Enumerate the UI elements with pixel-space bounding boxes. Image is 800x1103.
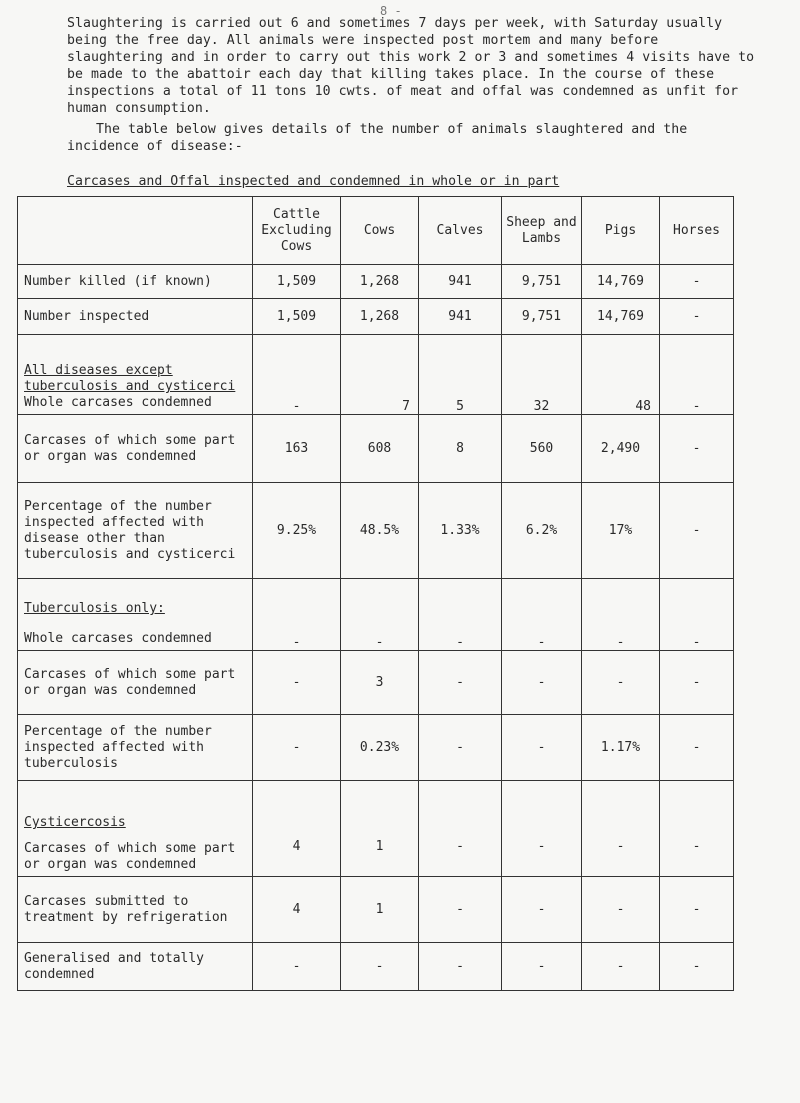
cell: 1,268 xyxy=(341,265,419,299)
cell: - xyxy=(419,715,502,781)
row-label: Percentage of the number inspected affected with tuberculosis xyxy=(18,715,253,781)
cell: 560 xyxy=(502,415,582,483)
cell: - xyxy=(660,579,734,651)
cell: 17% xyxy=(582,483,660,579)
cell: 1,268 xyxy=(341,299,419,335)
cell: 7 xyxy=(341,335,419,415)
cell: - xyxy=(253,715,341,781)
row-label: Carcases of which some part or organ was condemned xyxy=(18,651,253,715)
section-heading-cysticercosis: Cysticercosis xyxy=(24,815,126,830)
cell: 1,509 xyxy=(253,265,341,299)
col-header-cattle: Cattle Excluding Cows xyxy=(253,197,341,265)
cell: - xyxy=(419,877,502,943)
cell: 1.33% xyxy=(419,483,502,579)
cell: 9.25% xyxy=(253,483,341,579)
cell: - xyxy=(582,579,660,651)
row-label: Carcases of which some part or organ was condemned xyxy=(24,841,236,872)
cell: - xyxy=(502,781,582,877)
cell: - xyxy=(660,943,734,991)
table-row xyxy=(18,415,734,483)
cell: 941 xyxy=(419,265,502,299)
cell: - xyxy=(253,943,341,991)
col-header-horses: Horses xyxy=(660,197,734,265)
row-label: Whole carcases condemned xyxy=(24,631,212,646)
row-label: Number inspected xyxy=(18,299,253,335)
table-row xyxy=(18,781,734,877)
col-header-calves: Calves xyxy=(419,197,502,265)
table-row xyxy=(18,943,734,991)
cell: 9,751 xyxy=(502,265,582,299)
table-row xyxy=(18,335,734,415)
section-heading-all-diseases: All diseases except tuberculosis and cysticerci xyxy=(24,363,236,394)
cell: - xyxy=(253,579,341,651)
cell: 3 xyxy=(341,651,419,715)
cell: 1,509 xyxy=(253,299,341,335)
cell: 1.17% xyxy=(582,715,660,781)
cell: 1 xyxy=(341,781,419,877)
cell: - xyxy=(419,781,502,877)
cell: - xyxy=(502,943,582,991)
table-row xyxy=(18,715,734,781)
cell: 5 xyxy=(419,335,502,415)
cell: - xyxy=(660,299,734,335)
cell: 4 xyxy=(253,781,341,877)
table-row xyxy=(18,265,734,299)
cell: - xyxy=(341,943,419,991)
cell: 0.23% xyxy=(341,715,419,781)
cell: - xyxy=(660,335,734,415)
cell: 2,490 xyxy=(582,415,660,483)
cell: 14,769 xyxy=(582,265,660,299)
cell: 608 xyxy=(341,415,419,483)
cell: 163 xyxy=(253,415,341,483)
table-row xyxy=(18,299,734,335)
row-label-with-section xyxy=(18,781,253,877)
cell: 14,769 xyxy=(582,299,660,335)
cell: - xyxy=(660,651,734,715)
row-label-with-section xyxy=(18,335,253,415)
cell: - xyxy=(253,335,341,415)
cell: - xyxy=(419,579,502,651)
page-number: 8 - xyxy=(380,4,402,18)
table-heading: Carcases and Offal inspected and condemned in whole or in part xyxy=(67,174,560,189)
cell: 1 xyxy=(341,877,419,943)
row-label: Carcases submitted to treatment by refrigeration xyxy=(18,877,253,943)
cell: - xyxy=(660,781,734,877)
cell: - xyxy=(582,943,660,991)
cell: - xyxy=(502,579,582,651)
cell: - xyxy=(660,715,734,781)
col-header-cows: Cows xyxy=(341,197,419,265)
intro-paragraph: Slaughtering is carried out 6 and sometimes 7 days per week, with Saturday usually being the free day. All animals were inspected post mortem and many before slaughtering and in order to carry out this work 2 or 3 and sometimes 4 visits have to be made to the abattoir each day that killing takes place. In the course of these inspections a total of 11 tons 10 cwts. of meat and offal was condemned as unfit for human consumption. xyxy=(67,16,755,116)
cell: - xyxy=(502,651,582,715)
cell: - xyxy=(341,579,419,651)
cell: - xyxy=(660,265,734,299)
cell: 6.2% xyxy=(502,483,582,579)
cell: - xyxy=(419,651,502,715)
cell: 48 xyxy=(582,335,660,415)
col-header-sheep: Sheep and Lambs xyxy=(502,197,582,265)
cell: - xyxy=(253,651,341,715)
cell: - xyxy=(419,943,502,991)
table-row xyxy=(18,651,734,715)
row-label: Number killed (if known) xyxy=(18,265,253,299)
header-blank xyxy=(18,197,253,265)
row-label: Whole carcases condemned xyxy=(24,395,212,410)
cell: - xyxy=(502,877,582,943)
cell: - xyxy=(582,877,660,943)
table-intro-paragraph xyxy=(67,121,757,155)
table-intro-text: The table below gives details of the number of animals slaughtered and the incidence of disease:- xyxy=(67,122,688,154)
cell: 48.5% xyxy=(341,483,419,579)
table-row xyxy=(18,483,734,579)
table-row xyxy=(18,877,734,943)
row-label-with-section xyxy=(18,579,253,651)
cell: - xyxy=(502,715,582,781)
cell: 941 xyxy=(419,299,502,335)
row-label: Percentage of the number inspected affected with disease other than tuberculosis and cysticerci xyxy=(18,483,253,579)
row-label: Carcases of which some part or organ was condemned xyxy=(18,415,253,483)
table-row xyxy=(18,579,734,651)
cell: 32 xyxy=(502,335,582,415)
cell: - xyxy=(582,651,660,715)
cell: - xyxy=(660,415,734,483)
cell: 4 xyxy=(253,877,341,943)
row-label: Generalised and totally condemned xyxy=(18,943,253,991)
inspection-table xyxy=(17,196,734,991)
cell: 9,751 xyxy=(502,299,582,335)
cell: - xyxy=(582,781,660,877)
section-heading-tuberculosis: Tuberculosis only: xyxy=(24,601,165,616)
cell: 8 xyxy=(419,415,502,483)
header-row xyxy=(18,197,734,265)
col-header-pigs: Pigs xyxy=(582,197,660,265)
cell: - xyxy=(660,877,734,943)
cell: - xyxy=(660,483,734,579)
